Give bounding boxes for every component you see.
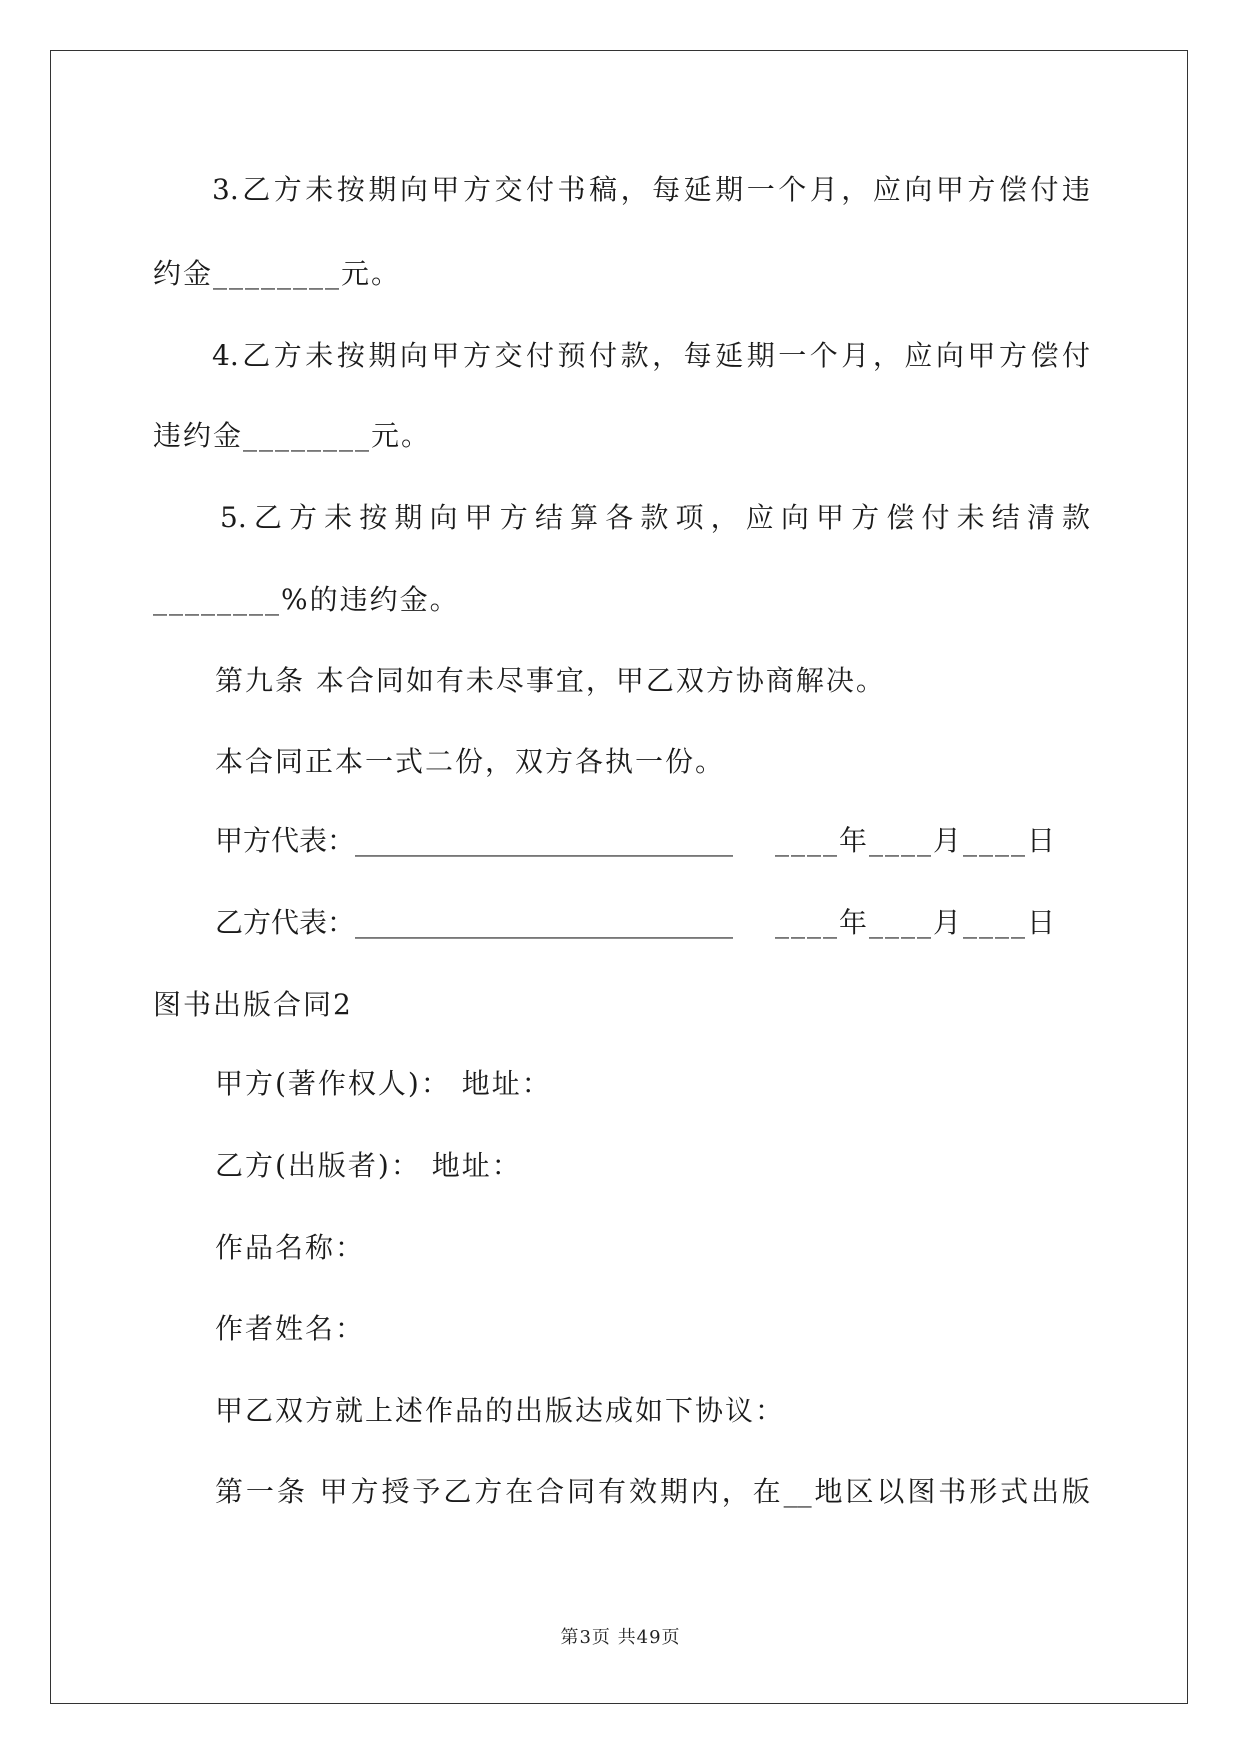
copies-statement: 本合同正本一式二份，双方各执一份。	[215, 745, 726, 778]
clause-8-item-4-line-2: 违约金________元。	[153, 419, 432, 452]
party-a-signature-line: 甲方代表：___________________________	[215, 824, 734, 857]
party-a-info: 甲方(著作权人)： 地址：	[215, 1067, 552, 1100]
page-number: 第3页 共49页	[560, 1627, 681, 1648]
page-border	[50, 50, 1188, 1704]
clause-8-item-4-line-1: 4.乙方未按期向甲方交付预付款，每延期一个月，应向甲方偿付	[212, 339, 1090, 372]
clause-8-item-3-line-1: 3.乙方未按期向甲方交付书稿，每延期一个月，应向甲方偿付违	[212, 173, 1090, 206]
party-b-date-line: ____年____月____日	[775, 906, 1058, 939]
party-b-info: 乙方(出版者)： 地址：	[215, 1149, 522, 1182]
clause-1: 第一条 甲方授予乙方在合同有效期内，在__地区以图书形式出版	[215, 1475, 1090, 1508]
clause-8-item-5-line-1: 5.乙方未按期向甲方结算各款项，应向甲方偿付未结清款	[220, 501, 1090, 534]
party-a-date-line: ____年____月____日	[775, 824, 1058, 857]
clause-8-item-5-line-2: ________%的违约金。	[153, 583, 460, 616]
author-name-field: 作者姓名：	[215, 1312, 366, 1345]
clause-9: 第九条 本合同如有未尽事宜，甲乙双方协商解决。	[215, 664, 886, 697]
work-title-field: 作品名称：	[215, 1231, 366, 1264]
agreement-preamble: 甲乙双方就上述作品的出版达成如下协议：	[215, 1394, 786, 1427]
contract-2-title: 图书出版合同2	[153, 988, 353, 1021]
clause-8-item-3-line-2: 约金________元。	[153, 257, 402, 290]
party-b-signature-line: 乙方代表：___________________________	[215, 906, 734, 939]
